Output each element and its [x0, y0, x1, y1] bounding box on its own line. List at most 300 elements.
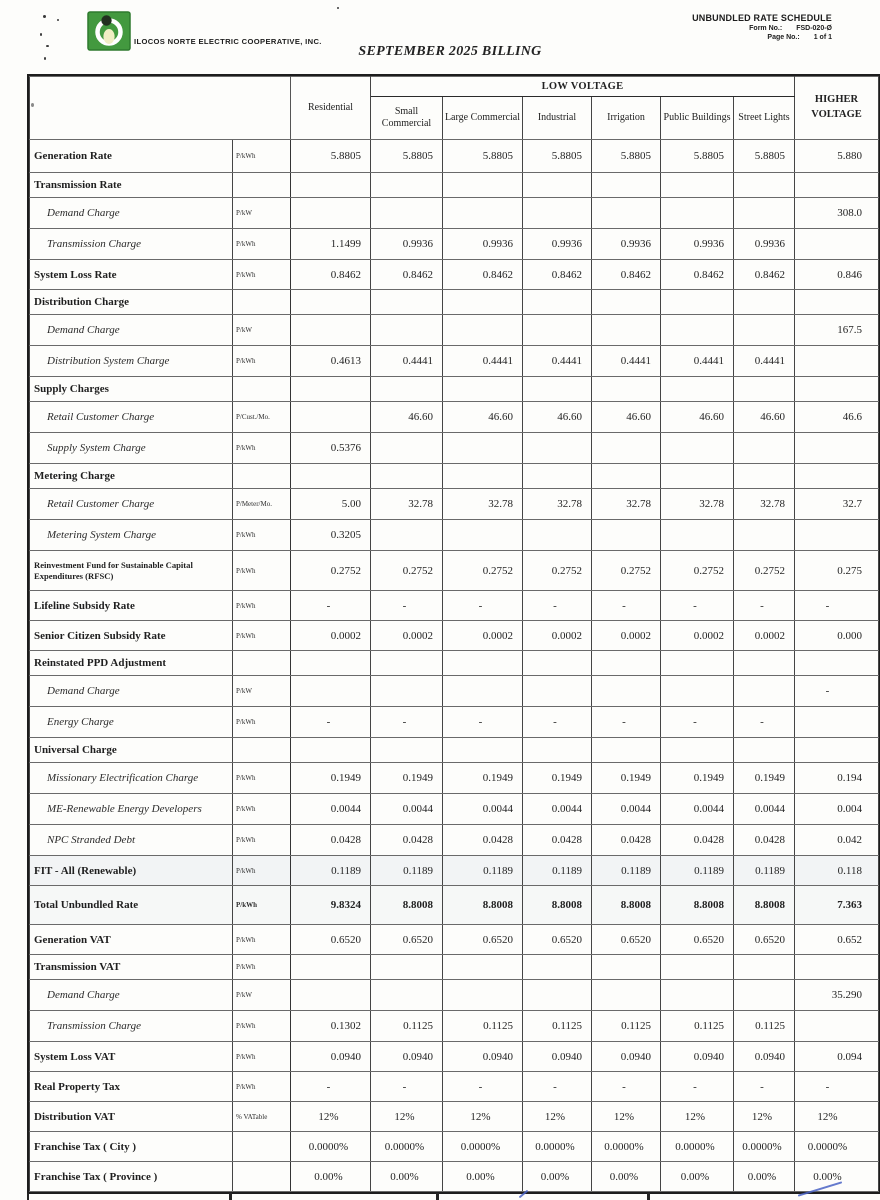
- rate-value-higher-voltage: [795, 651, 879, 676]
- rate-value: 0.9936: [371, 229, 443, 260]
- rate-value: 46.60: [734, 402, 795, 433]
- rate-value: [523, 433, 592, 464]
- rate-value: 0.00%: [661, 1162, 734, 1192]
- row-label: Lifeline Subsidy Rate: [34, 599, 135, 612]
- row-label-cell: [30, 591, 233, 621]
- row-unit: [233, 173, 291, 198]
- rate-value: [291, 980, 371, 1011]
- rate-value: 0.0044: [523, 794, 592, 825]
- rate-value: 12%: [734, 1102, 795, 1132]
- rate-value: 5.8805: [523, 140, 592, 173]
- table-row: [30, 198, 879, 229]
- row-unit: [233, 377, 291, 402]
- inec-logo: [88, 12, 130, 50]
- rate-value: [443, 290, 523, 315]
- rate-value-higher-voltage: -: [795, 591, 879, 621]
- rate-value: [661, 955, 734, 980]
- rate-value: 0.0940: [371, 1042, 443, 1072]
- row-unit: P/kWh: [233, 886, 291, 925]
- table-row: [30, 1132, 879, 1162]
- rate-value: 0.0940: [661, 1042, 734, 1072]
- rate-value: 0.00%: [523, 1162, 592, 1192]
- rate-value: 0.0044: [734, 794, 795, 825]
- rate-value-higher-voltage: 0.042: [795, 825, 879, 856]
- rate-value: [291, 651, 371, 676]
- row-label: Transmission VAT: [34, 961, 121, 973]
- rate-value: [734, 433, 795, 464]
- rate-value-higher-voltage: 46.6: [795, 402, 879, 433]
- row-unit: P/kWh: [233, 229, 291, 260]
- col-header-large-commercial: Large Commercial: [443, 97, 523, 140]
- rate-value: 0.1125: [523, 1011, 592, 1042]
- rate-value: 0.0000%: [661, 1132, 734, 1162]
- rate-value: [443, 676, 523, 707]
- rate-value: 9.8324: [291, 886, 371, 925]
- rate-value: [734, 464, 795, 489]
- page-no-row: [662, 34, 832, 41]
- partial-row-border: [647, 1193, 650, 1200]
- table-row: [30, 980, 879, 1011]
- rate-value: [592, 173, 661, 198]
- row-unit: P/kWh: [233, 763, 291, 794]
- row-unit: P/Meter/Mo.: [233, 489, 291, 520]
- row-label-cell: [30, 1072, 233, 1102]
- partial-row-border: [27, 1193, 29, 1200]
- rate-value: 0.2752: [291, 551, 371, 591]
- rate-value: 0.9936: [443, 229, 523, 260]
- rate-value: [291, 402, 371, 433]
- row-unit: P/kWh: [233, 140, 291, 173]
- scan-speck: [46, 45, 49, 47]
- rate-value: 0.2752: [371, 551, 443, 591]
- rate-value: 0.9936: [661, 229, 734, 260]
- row-label-cell: [30, 290, 233, 315]
- rate-value: 0.1189: [443, 856, 523, 886]
- rate-value: 0.0044: [592, 794, 661, 825]
- rate-value: 0.1189: [523, 856, 592, 886]
- row-label: Demand Charge: [47, 989, 120, 1001]
- rate-value: 5.00: [291, 489, 371, 520]
- rate-value: 0.8462: [443, 260, 523, 290]
- row-label-cell: [30, 1132, 233, 1162]
- rate-value: [734, 377, 795, 402]
- rate-value-higher-voltage: 0.004: [795, 794, 879, 825]
- rate-value: -: [661, 707, 734, 738]
- table-row: [30, 621, 879, 651]
- rate-value: [523, 738, 592, 763]
- rate-value-higher-voltage: 12%: [795, 1102, 879, 1132]
- row-label-cell: [30, 551, 233, 591]
- rate-value: 0.6520: [291, 925, 371, 955]
- row-label: Retail Customer Charge: [47, 411, 155, 423]
- rate-value: 8.8008: [371, 886, 443, 925]
- table-row: [30, 173, 879, 198]
- rate-value: 0.4441: [371, 346, 443, 377]
- row-label: NPC Stranded Debt: [47, 834, 135, 846]
- rate-value: 0.6520: [592, 925, 661, 955]
- rate-value: [443, 955, 523, 980]
- rate-value: [592, 651, 661, 676]
- row-unit: P/Cust./Mo.: [233, 402, 291, 433]
- table-row: [30, 794, 879, 825]
- row-label-cell: [30, 856, 233, 886]
- schedule-title: UNBUNDLED RATE SCHEDULE: [692, 13, 832, 23]
- table-row: [30, 346, 879, 377]
- rate-value: 0.1949: [661, 763, 734, 794]
- rate-value: 8.8008: [734, 886, 795, 925]
- rate-value: [291, 315, 371, 346]
- rate-value: 0.00%: [734, 1162, 795, 1192]
- rate-value: [371, 980, 443, 1011]
- table-row: [30, 591, 879, 621]
- rate-value: 0.1949: [291, 763, 371, 794]
- partial-row-border: [229, 1193, 232, 1200]
- rate-value: 0.8462: [523, 260, 592, 290]
- rate-value: 0.9936: [592, 229, 661, 260]
- rate-value: 0.0940: [592, 1042, 661, 1072]
- row-unit: P/kWh: [233, 955, 291, 980]
- rate-value: 12%: [371, 1102, 443, 1132]
- rate-value: 0.0000%: [523, 1132, 592, 1162]
- billing-title: SEPTEMBER 2025 BILLING: [358, 44, 542, 59]
- row-label: Generation VAT: [34, 933, 111, 946]
- rate-value: 0.00%: [291, 1162, 371, 1192]
- rate-value: [592, 955, 661, 980]
- rate-schedule-table: [27, 74, 880, 1194]
- rate-value: 5.8805: [592, 140, 661, 173]
- row-label: Transmission Charge: [47, 238, 142, 250]
- rate-value: 0.1189: [592, 856, 661, 886]
- rate-value-higher-voltage: 35.290: [795, 980, 879, 1011]
- corner-cell: [30, 77, 291, 140]
- col-header-industrial: Industrial: [523, 97, 592, 140]
- row-unit: [233, 1132, 291, 1162]
- rate-value-higher-voltage: 0.194: [795, 763, 879, 794]
- rate-value: [291, 173, 371, 198]
- rate-value: [592, 980, 661, 1011]
- rate-value: -: [661, 1072, 734, 1102]
- row-unit: P/kWh: [233, 346, 291, 377]
- row-label: Distribution Charge: [34, 296, 130, 308]
- rate-value: 8.8008: [523, 886, 592, 925]
- row-unit: P/kWh: [233, 551, 291, 591]
- rate-value: -: [443, 1072, 523, 1102]
- table-row: [30, 707, 879, 738]
- rate-value: [661, 315, 734, 346]
- row-label: Supply System Charge: [47, 442, 146, 454]
- rate-value: 0.4441: [443, 346, 523, 377]
- table-row: [30, 315, 879, 346]
- table-row: [30, 676, 879, 707]
- rate-value: 32.78: [523, 489, 592, 520]
- rate-value: [523, 315, 592, 346]
- row-unit: P/kW: [233, 198, 291, 229]
- rate-value: [291, 738, 371, 763]
- rate-value-higher-voltage: 0.275: [795, 551, 879, 591]
- row-label-cell: [30, 140, 233, 173]
- row-unit: P/kW: [233, 676, 291, 707]
- row-label: Missionary Electrification Charge: [47, 772, 199, 784]
- rate-value: [734, 651, 795, 676]
- rate-value: [291, 198, 371, 229]
- rate-value: 0.0002: [734, 621, 795, 651]
- rate-value-higher-voltage: -: [795, 676, 879, 707]
- rate-value: 8.8008: [443, 886, 523, 925]
- rate-value: [523, 980, 592, 1011]
- rate-value: 0.0000%: [371, 1132, 443, 1162]
- rate-value-higher-voltage: 308.0: [795, 198, 879, 229]
- row-label-cell: [30, 651, 233, 676]
- row-label-cell: [30, 520, 233, 551]
- rate-value: 0.0940: [523, 1042, 592, 1072]
- rate-value: 12%: [291, 1102, 371, 1132]
- scan-speck: [31, 103, 34, 107]
- rate-value: 0.1949: [734, 763, 795, 794]
- partial-row-border: [436, 1193, 439, 1200]
- rate-value: 0.8462: [291, 260, 371, 290]
- scan-speck: [57, 19, 59, 21]
- rate-value: 0.8462: [734, 260, 795, 290]
- table-row: [30, 1102, 879, 1132]
- rate-value: 0.0428: [291, 825, 371, 856]
- rate-value: 0.0428: [592, 825, 661, 856]
- rate-value-higher-voltage: [795, 377, 879, 402]
- table-row: [30, 520, 879, 551]
- rate-value: 12%: [443, 1102, 523, 1132]
- row-label: System Loss VAT: [34, 1050, 116, 1063]
- doc-meta: [662, 13, 832, 41]
- rate-value: 46.60: [443, 402, 523, 433]
- row-unit: P/kWh: [233, 825, 291, 856]
- rate-value: [661, 173, 734, 198]
- page-no-label: Page No.:: [767, 34, 800, 41]
- rate-value: [661, 377, 734, 402]
- rate-value: 0.1189: [371, 856, 443, 886]
- rate-value: 0.4613: [291, 346, 371, 377]
- row-label-cell: [30, 825, 233, 856]
- rate-value: [371, 290, 443, 315]
- rate-value: 0.1189: [661, 856, 734, 886]
- table-row: [30, 1162, 879, 1192]
- rate-value: 0.1302: [291, 1011, 371, 1042]
- rate-value: 0.2752: [592, 551, 661, 591]
- rate-value: 0.8462: [592, 260, 661, 290]
- rate-value: 0.0000%: [291, 1132, 371, 1162]
- row-unit: P/kWh: [233, 591, 291, 621]
- rate-value: 12%: [661, 1102, 734, 1132]
- row-unit: P/kWh: [233, 856, 291, 886]
- rate-value: [734, 290, 795, 315]
- row-unit: [233, 1162, 291, 1192]
- rate-value: 0.0044: [443, 794, 523, 825]
- rate-value: [734, 315, 795, 346]
- row-unit: [233, 464, 291, 489]
- row-unit: P/kWh: [233, 260, 291, 290]
- rate-value-higher-voltage: [795, 707, 879, 738]
- table-row: [30, 763, 879, 794]
- row-label: Energy Charge: [47, 716, 114, 728]
- rate-value: [443, 173, 523, 198]
- rate-value: [443, 464, 523, 489]
- rate-value: 0.5376: [291, 433, 371, 464]
- rate-value: 0.4441: [592, 346, 661, 377]
- row-label-cell: [30, 315, 233, 346]
- rate-value: -: [592, 1072, 661, 1102]
- rate-value: [443, 315, 523, 346]
- rate-value: 0.1949: [371, 763, 443, 794]
- rate-value: 0.0428: [523, 825, 592, 856]
- rate-value: [661, 676, 734, 707]
- row-unit: P/kW: [233, 980, 291, 1011]
- rate-value: [523, 290, 592, 315]
- rate-value: [443, 651, 523, 676]
- rate-value-higher-voltage: 0.0000%: [795, 1132, 879, 1162]
- rate-value: [443, 198, 523, 229]
- rate-value: 0.4441: [661, 346, 734, 377]
- rate-value: -: [523, 591, 592, 621]
- row-label-cell: [30, 1102, 233, 1132]
- table-row: [30, 856, 879, 886]
- rate-value: [523, 198, 592, 229]
- rate-value: [371, 676, 443, 707]
- rate-value: 32.78: [734, 489, 795, 520]
- rate-value: 0.1125: [371, 1011, 443, 1042]
- row-unit: P/kWh: [233, 925, 291, 955]
- row-label: Distribution VAT: [34, 1110, 115, 1123]
- row-label-cell: [30, 676, 233, 707]
- table-row: [30, 955, 879, 980]
- row-label: Reinvestment Fund for Sustainable Capital Expenditures (RFSC): [34, 559, 193, 581]
- rate-value: 0.0044: [371, 794, 443, 825]
- rate-value: 0.1189: [291, 856, 371, 886]
- table-row: [30, 260, 879, 290]
- rate-value-higher-voltage: [795, 346, 879, 377]
- scan-speck: [44, 57, 46, 60]
- scan-speck: [40, 33, 42, 36]
- rate-value: 0.00%: [443, 1162, 523, 1192]
- rate-value: 0.3205: [291, 520, 371, 551]
- rate-value: 0.0428: [371, 825, 443, 856]
- rate-value: 0.1125: [592, 1011, 661, 1042]
- rate-value-higher-voltage: [795, 1011, 879, 1042]
- row-label: Transmission Rate: [34, 179, 122, 191]
- row-label-cell: [30, 260, 233, 290]
- rate-value: [661, 198, 734, 229]
- rate-value: -: [661, 591, 734, 621]
- row-unit: P/kWh: [233, 794, 291, 825]
- table-row: [30, 651, 879, 676]
- rate-value: 0.6520: [734, 925, 795, 955]
- rate-value: [661, 433, 734, 464]
- rate-value: 0.0002: [443, 621, 523, 651]
- rate-value-higher-voltage: 0.094: [795, 1042, 879, 1072]
- rate-value: 0.4441: [523, 346, 592, 377]
- table-row: [30, 140, 879, 173]
- rate-value: 0.6520: [371, 925, 443, 955]
- rate-value: 0.0428: [734, 825, 795, 856]
- rate-value: 0.2752: [734, 551, 795, 591]
- rate-value: [523, 676, 592, 707]
- rate-value: 0.8462: [661, 260, 734, 290]
- col-header-residential: Residential: [291, 77, 371, 140]
- company-name: ILOCOS NORTE ELECTRIC COOPERATIVE, INC.: [134, 37, 322, 46]
- rate-value: 8.8008: [592, 886, 661, 925]
- row-label: System Loss Rate: [34, 268, 117, 281]
- row-label: FIT - All (Renewable): [34, 864, 137, 877]
- table-row: [30, 1011, 879, 1042]
- rate-value: [523, 651, 592, 676]
- form-no-row: [662, 25, 832, 32]
- row-label-cell: [30, 1042, 233, 1072]
- rate-value: 1.1499: [291, 229, 371, 260]
- row-unit: P/kWh: [233, 707, 291, 738]
- rate-value: -: [291, 707, 371, 738]
- rate-value: [443, 520, 523, 551]
- rate-value: 46.60: [371, 402, 443, 433]
- row-unit: P/kW: [233, 315, 291, 346]
- row-label-cell: [30, 464, 233, 489]
- rate-value: [734, 980, 795, 1011]
- rate-value: [371, 315, 443, 346]
- rate-value: 0.2752: [661, 551, 734, 591]
- rate-value: 46.60: [592, 402, 661, 433]
- table-row: [30, 377, 879, 402]
- rate-value: [523, 464, 592, 489]
- rate-value: -: [291, 591, 371, 621]
- rate-value: -: [443, 591, 523, 621]
- rate-value: -: [523, 1072, 592, 1102]
- rate-value: 0.0000%: [592, 1132, 661, 1162]
- rate-value: 12%: [592, 1102, 661, 1132]
- table-row: [30, 489, 879, 520]
- row-unit: [233, 290, 291, 315]
- rate-value-higher-voltage: 5.880: [795, 140, 879, 173]
- scan-speck: [337, 7, 339, 9]
- rate-value-higher-voltage: 0.652: [795, 925, 879, 955]
- rate-value: 0.6520: [443, 925, 523, 955]
- rate-value: [523, 955, 592, 980]
- row-label-cell: [30, 621, 233, 651]
- table-row: [30, 886, 879, 925]
- rate-value: [734, 955, 795, 980]
- rate-value: [291, 377, 371, 402]
- rate-value: [592, 520, 661, 551]
- rate-value: [523, 173, 592, 198]
- rate-value: 12%: [523, 1102, 592, 1132]
- row-label: Metering System Charge: [47, 529, 156, 541]
- col-header-irrigation: Irrigation: [592, 97, 661, 140]
- rate-value: 5.8805: [661, 140, 734, 173]
- rate-value: [592, 290, 661, 315]
- table-row: [30, 1042, 879, 1072]
- table-row: [30, 402, 879, 433]
- rate-value: 0.00%: [592, 1162, 661, 1192]
- table-row: [30, 464, 879, 489]
- rate-value: [291, 955, 371, 980]
- rate-value: [291, 290, 371, 315]
- rate-value-higher-voltage: [795, 955, 879, 980]
- row-label-cell: [30, 402, 233, 433]
- row-label-cell: [30, 886, 233, 925]
- rate-value: 32.78: [661, 489, 734, 520]
- table-row: [30, 925, 879, 955]
- row-label: Retail Customer Charge: [47, 498, 155, 510]
- rate-value: [371, 651, 443, 676]
- rate-value: [371, 464, 443, 489]
- rate-value: [443, 980, 523, 1011]
- rate-value: 0.0044: [661, 794, 734, 825]
- rate-value: 0.1949: [523, 763, 592, 794]
